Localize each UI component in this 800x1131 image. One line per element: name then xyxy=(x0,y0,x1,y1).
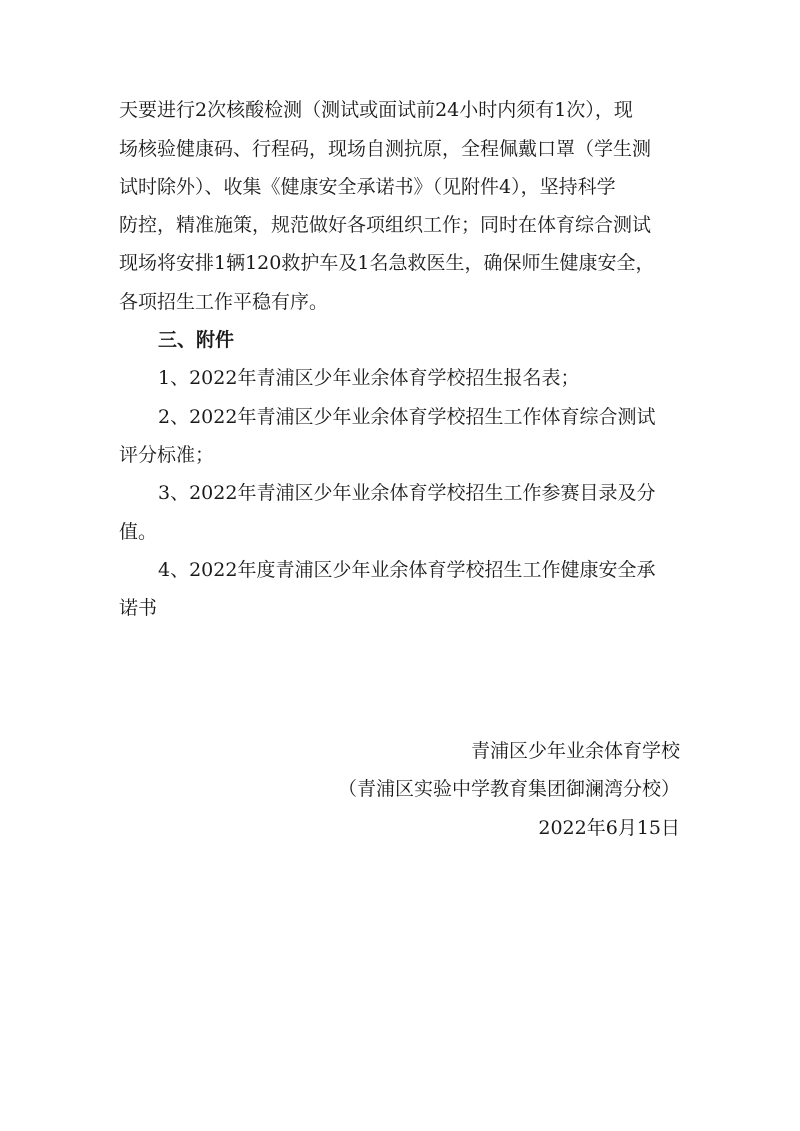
attachment-2: 2、2022年青浦区少年业余体育学校招生工作体育综合测试 xyxy=(158,406,656,428)
attachment-3-continuation: 值。 xyxy=(119,521,158,543)
signature-date: 2022年6月15日 xyxy=(538,817,680,839)
attachment-4: 4、2022年度青浦区少年业余体育学校招生工作健康安全承 xyxy=(158,559,656,581)
attachment-2-continuation: 评分标准； xyxy=(119,444,215,466)
attachment-4-continuation: 诺书 xyxy=(119,597,158,619)
paragraph-line-5: 现场将安排1辆120救护车及1名急救医生，确保师生健康安全， xyxy=(119,252,655,274)
paragraph-line-4: 防控，精准施策，规范做好各项组织工作；同时在体育综合测试 xyxy=(119,214,652,236)
signature-org: 青浦区少年业余体育学校 xyxy=(470,740,680,762)
paragraph-line-1: 天要进行2次核酸检测（测试或面试前24小时内须有1次），现 xyxy=(119,99,633,121)
signature-sub-org: （青浦区实验中学教育集团御澜湾分校） xyxy=(337,778,680,800)
paragraph-line-6: 各项招生工作平稳有序。 xyxy=(119,291,329,313)
section-heading: 三、附件 xyxy=(158,329,235,351)
attachment-1: 1、2022年青浦区少年业余体育学校招生报名表； xyxy=(158,367,580,389)
paragraph-line-2: 场核验健康码、行程码，现场自测抗原，全程佩戴口罩（学生测 xyxy=(119,138,652,160)
attachment-3: 3、2022年青浦区少年业余体育学校招生工作参赛目录及分 xyxy=(158,482,656,504)
paragraph-line-3: 试时除外）、收集《健康安全承诺书》（见附件4），坚持科学 xyxy=(119,176,616,198)
